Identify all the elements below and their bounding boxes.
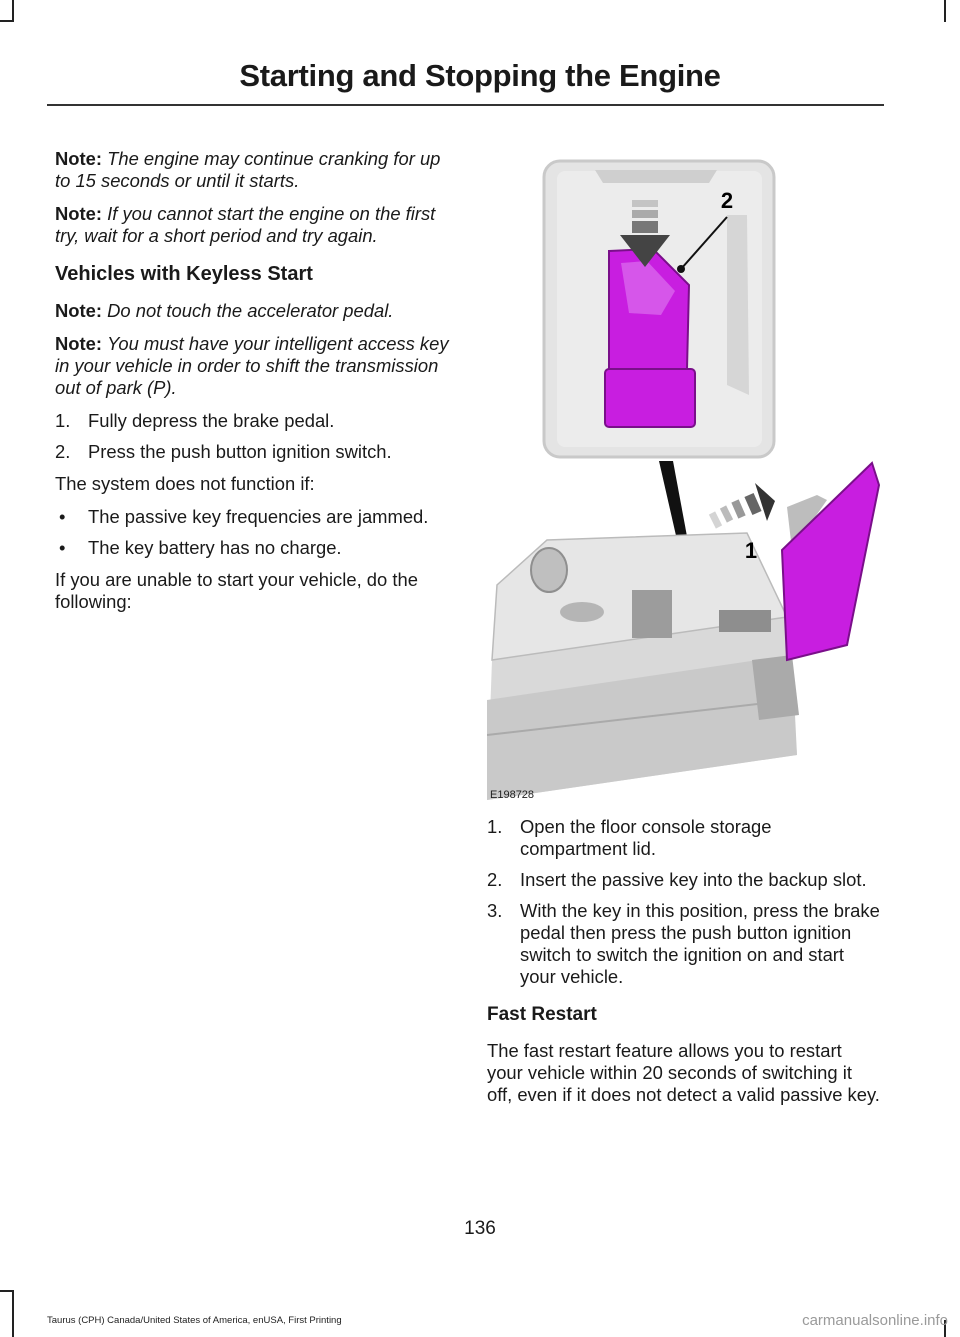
figure-code: E198728: [490, 789, 535, 801]
condition-list: [55, 506, 450, 559]
list-item: [487, 816, 882, 860]
paragraph: The system does not function if:: [55, 473, 315, 494]
note-cranking: [55, 148, 450, 192]
step-number: 2.: [55, 441, 71, 462]
slot-opening: [595, 170, 717, 183]
paragraph: If you are unable to start your vehicle, do the following:: [55, 569, 418, 612]
list-item: [487, 900, 882, 988]
start-steps-list: [55, 410, 450, 463]
step-text: Open the floor console storage compartment lid.: [520, 816, 772, 859]
bullet-text: The key battery has no charge.: [88, 537, 342, 558]
note-text: Do not touch the accelerator pedal.: [107, 300, 394, 321]
crop-mark: [12, 0, 14, 22]
section-heading-fast-restart: Fast Restart: [487, 1004, 597, 1025]
left-column: [55, 148, 450, 624]
section-heading-keyless: Vehicles with Keyless Start: [55, 263, 313, 285]
crop-mark: [12, 1290, 14, 1337]
note-accelerator: [55, 300, 450, 322]
step-number: 1.: [487, 816, 503, 837]
note-intelligent-access: [55, 333, 450, 399]
list-item: [55, 537, 450, 559]
callout-dot: [677, 265, 685, 273]
crop-mark: [0, 1290, 14, 1292]
step-number: 1.: [55, 410, 71, 431]
note-retry: [55, 203, 450, 247]
note-label: Note:: [55, 203, 102, 224]
step-text: Fully depress the brake pedal.: [88, 410, 335, 431]
bullet-text: The passive key frequencies are jammed.: [88, 506, 429, 527]
bullet-icon: •: [59, 506, 66, 527]
footer-text: Taurus (CPH) Canada/United States of America, enUSA, First Printing: [47, 1315, 342, 1326]
note-label: Note:: [55, 148, 102, 169]
list-item: [55, 506, 450, 528]
bullet-icon: •: [59, 537, 66, 558]
crop-mark: [0, 20, 14, 22]
step-text: With the key in this position, press the brake pedal then press the push button ignition switch to switch the ignition on and start your vehicle.: [520, 900, 880, 987]
list-item: [55, 441, 450, 463]
open-arrow-icon: [712, 483, 775, 527]
step-number: 3.: [487, 900, 503, 921]
header-divider: [47, 104, 884, 106]
note-label: Note:: [55, 300, 102, 321]
floor-console-icon: [487, 533, 799, 800]
paragraph: The fast restart feature allows you to restart your vehicle within 20 seconds of switching it off, even if it does not detect a valid passive key.: [487, 1040, 880, 1105]
list-item: [487, 869, 882, 891]
page-number: 136: [464, 1218, 496, 1239]
step-text: Insert the passive key into the backup slot.: [520, 869, 867, 890]
right-column: [487, 816, 882, 1117]
list-item: [55, 410, 450, 432]
watermark: carmanualsonline.info: [802, 1312, 948, 1329]
step-number: 2.: [487, 869, 503, 890]
note-text: The engine may continue cranking for up to 15 seconds or until it starts.: [55, 148, 441, 191]
console-key-slot-illustration: [487, 155, 884, 807]
note-text: If you cannot start the engine on the first try, wait for a short period and try again.: [55, 203, 436, 246]
page-title: Starting and Stopping the Engine: [239, 58, 721, 93]
slot-wall: [727, 215, 749, 395]
backup-slot-steps-list: [487, 816, 882, 988]
crop-mark: [944, 0, 946, 22]
callout-1: 1: [744, 538, 758, 563]
callout-2: 2: [720, 188, 734, 213]
note-label: Note:: [55, 333, 102, 354]
step-text: Press the push button ignition switch.: [88, 441, 392, 462]
note-text: You must have your intelligent access key in your vehicle in order to shift the transmission out of park (P).: [55, 333, 449, 398]
storage-lid-icon: [782, 463, 879, 660]
